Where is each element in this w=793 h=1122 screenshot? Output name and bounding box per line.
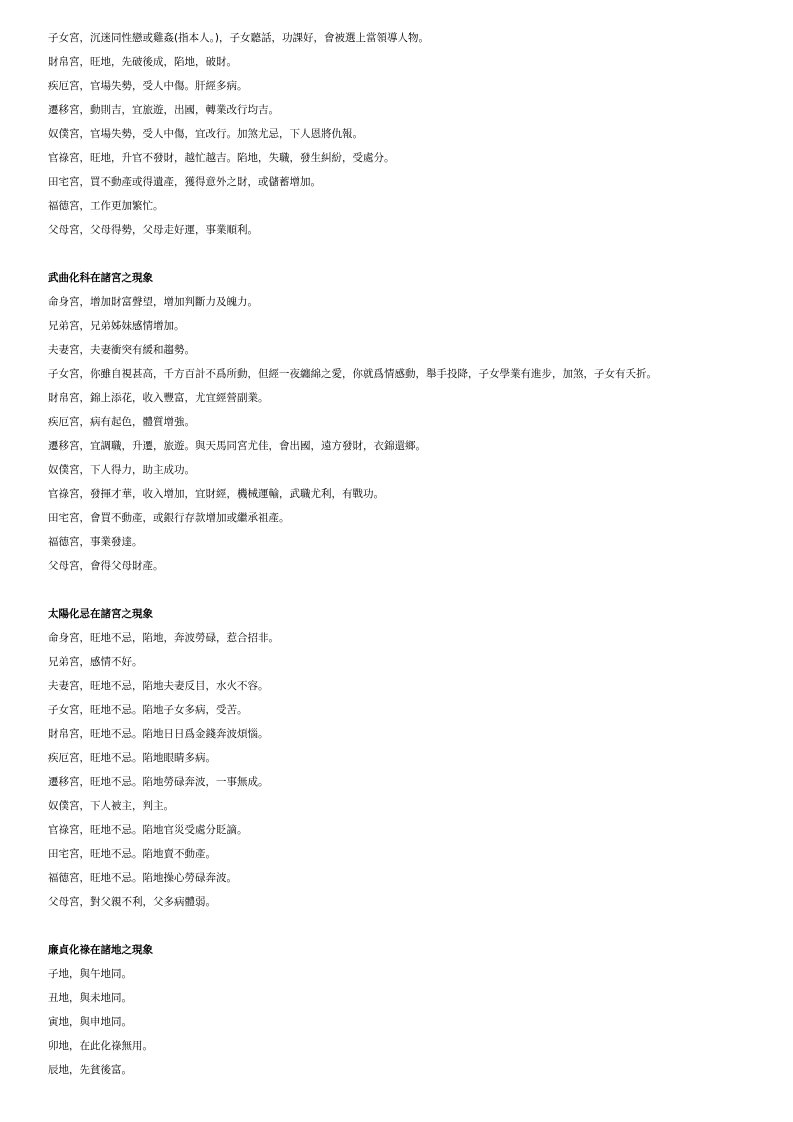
text-line: 父母宮，會得父母財產。 [48, 560, 164, 572]
text-line: 遷移宮，動則吉，宜旅遊，出國，轉業改行均吉。 [48, 104, 279, 116]
text-line: 官祿宮，發揮才華，收入增加，宜財經，機械運輸，武職尤利，有戰功。 [48, 488, 384, 500]
text-line: 福德宮，工作更加繁忙。 [48, 200, 164, 212]
section-spacer [48, 578, 768, 602]
text-line: 辰地，先貧後富。 [48, 1064, 132, 1076]
section-spacer [48, 914, 768, 938]
text-line: 子女宮，你雖自視甚高，千方百計不爲所動，但經一夜纏綿之愛，你就爲情感動，舉手投降，子女學業有進步，加煞，子女有夭折。 [48, 368, 657, 380]
text-line: 田宅宮，會買不動產，或銀行存款增加或繼承祖產。 [48, 512, 290, 524]
text-line: 田宅宮，買不動產或得遺產，獲得意外之財，或儲蓄增加。 [48, 176, 321, 188]
text-line: 父母宮，父母得勢，父母走好運，事業順利。 [48, 224, 258, 236]
text-line: 疾厄宮，旺地不忌。陷地眼睛多病。 [48, 752, 216, 764]
text-line: 夫妻宮，旺地不忌，陷地夫妻反目，水火不容。 [48, 680, 269, 692]
text-line: 疾厄宮，官場失勢，受人中傷。肝經多病。 [48, 80, 248, 92]
section [48, 578, 768, 914]
text-line: 父母宮，對父親不利，父多病體弱。 [48, 896, 216, 908]
text-line: 財帛宮，錦上添花，收入豐富，尤宜經營副業。 [48, 392, 269, 404]
text-line: 卯地，在此化祿無用。 [48, 1040, 153, 1052]
text-line: 福德宮，旺地不忌。陷地操心勞碌奔波。 [48, 872, 237, 884]
text-line: 命身宮，旺地不忌，陷地，奔波勞碌，惹合招非。 [48, 632, 279, 644]
section-heading: 廉貞化祿在諸地之現象 [48, 944, 153, 956]
text-line: 福德宮，事業發達。 [48, 536, 143, 548]
text-line: 財帛宮，旺地，先破後成，陷地，破財。 [48, 56, 237, 68]
text-line: 丑地，與未地同。 [48, 992, 132, 1004]
text-line: 子女宮，沉迷同性戀或雞姦(指本人。)，子女聽話，功課好，會被選上當領導人物。 [48, 32, 429, 44]
text-line: 遷移宮，旺地不忌。陷地勞碌奔波，一事無成。 [48, 776, 269, 788]
text-line: 奴僕宮，下人被主，判主。 [48, 800, 174, 812]
text-line: 兄弟宮，感情不好。 [48, 656, 143, 668]
section-heading: 太陽化忌在諸宮之現象 [48, 608, 153, 620]
text-line: 子女宮，旺地不忌。陷地子女多病，受苦。 [48, 704, 248, 716]
text-line: 奴僕宮，下人得力，助主成功。 [48, 464, 195, 476]
text-line: 疾厄宮，病有起色，體質增強。 [48, 416, 195, 428]
text-line: 奴僕宮，官場失勢，受人中傷，宜改行。加煞尤忌，下人恩將仇報。 [48, 128, 363, 140]
section-spacer [48, 242, 768, 266]
text-line: 官祿宮，旺地，升官不發財，越忙越吉。陷地，失職，發生糾紛，受處分。 [48, 152, 395, 164]
text-line: 命身宮，增加財富聲望，增加判斷力及魄力。 [48, 296, 258, 308]
text-line: 田宅宮，旺地不忌。陷地賣不動產。 [48, 848, 216, 860]
section [48, 242, 768, 578]
section-heading: 武曲化科在諸宮之現象 [48, 272, 153, 284]
section [48, 26, 768, 242]
text-line: 子地，與午地同。 [48, 968, 132, 980]
text-line: 財帛宮，旺地不忌。陷地日日爲金錢奔波煩惱。 [48, 728, 269, 740]
section [48, 914, 768, 1082]
text-line: 遷移宮，宜調職，升遷，旅遊。與天馬同宮尤佳，會出國，遠方發財，衣錦還鄉。 [48, 440, 426, 452]
text-line: 夫妻宮，夫妻衝突有緩和趨勢。 [48, 344, 195, 356]
text-line: 兄弟宮，兄弟姊妹感情增加。 [48, 320, 185, 332]
text-line: 寅地，與申地同。 [48, 1016, 132, 1028]
document-body [48, 26, 768, 1082]
text-line: 官祿宮，旺地不忌。陷地官災受處分貶謫。 [48, 824, 248, 836]
